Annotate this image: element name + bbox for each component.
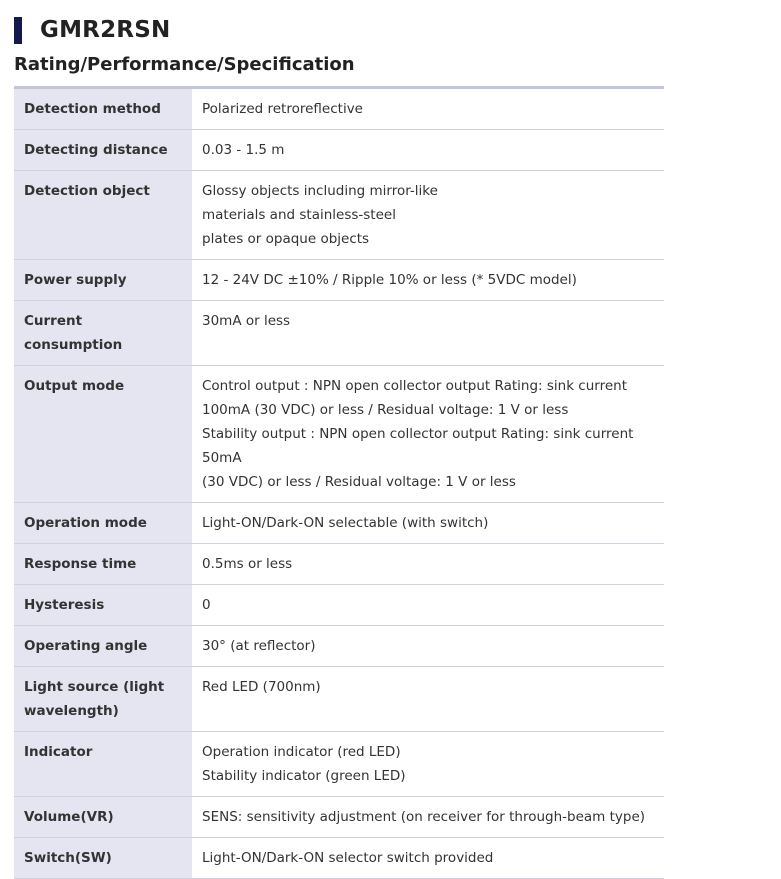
spec-row: [14, 732, 664, 797]
spec-label: Switch(SW): [14, 838, 192, 879]
spec-value-line: Stability output : NPN open collector output Rating: sink current 50mA: [202, 426, 634, 466]
spec-label: Detection method: [14, 88, 192, 130]
spec-row: [14, 544, 664, 585]
spec-label: Detecting distance: [14, 130, 192, 171]
spec-label: Indicator: [14, 732, 192, 797]
spec-value: [192, 585, 664, 626]
spec-value-line: 30mA or less: [202, 313, 291, 329]
spec-value: [192, 260, 664, 301]
page-header: [14, 16, 170, 44]
spec-value-line: 0.03 - 1.5 m: [202, 142, 285, 158]
spec-label: Volume(VR): [14, 797, 192, 838]
spec-value: [192, 797, 664, 838]
spec-row: [14, 88, 664, 130]
spec-row: [14, 301, 664, 366]
spec-value-line: Control output : NPN open collector output Rating: sink current: [202, 378, 627, 394]
spec-value: [192, 366, 664, 503]
spec-row: [14, 838, 664, 879]
spec-value: [192, 301, 664, 366]
spec-row: [14, 171, 664, 260]
section-title: Rating/Performance/Specification: [14, 54, 355, 75]
page-title: GMR2RSN: [40, 17, 171, 43]
spec-value-line: SENS: sensitivity adjustment (on receiver for through-beam type): [202, 809, 646, 825]
spec-value-line: Red LED (700nm): [202, 679, 321, 695]
spec-label: Light source (light wavelength): [14, 667, 192, 732]
spec-value-line: Light-ON/Dark-ON selector switch provided: [202, 850, 494, 866]
spec-row: [14, 797, 664, 838]
spec-row: [14, 585, 664, 626]
spec-label: Detection object: [14, 171, 192, 260]
spec-row: [14, 366, 664, 503]
spec-value: [192, 838, 664, 879]
spec-value: [192, 171, 664, 260]
spec-label: Output mode: [14, 366, 192, 503]
spec-value-line: 100mA (30 VDC) or less / Residual voltage: 1 V or less: [202, 402, 569, 418]
title-accent-bar: [14, 17, 22, 44]
spec-label: Current consumption: [14, 301, 192, 366]
spec-label: Hysteresis: [14, 585, 192, 626]
spec-value-line: materials and stainless-steel: [202, 207, 396, 223]
spec-row: [14, 503, 664, 544]
spec-value: [192, 667, 664, 732]
spec-table-body: [14, 88, 664, 879]
spec-table: [14, 86, 664, 879]
spec-value-line: Light-ON/Dark-ON selectable (with switch): [202, 515, 489, 531]
spec-value-line: 0: [202, 597, 211, 613]
spec-value: [192, 88, 664, 130]
spec-value: [192, 130, 664, 171]
spec-value-line: Operation indicator (red LED): [202, 744, 401, 760]
spec-label: Response time: [14, 544, 192, 585]
spec-value: [192, 503, 664, 544]
spec-value-line: 0.5ms or less: [202, 556, 293, 572]
spec-value-line: (30 VDC) or less / Residual voltage: 1 V or less: [202, 474, 516, 490]
spec-value-line: 30° (at reflector): [202, 638, 316, 654]
spec-value: [192, 626, 664, 667]
spec-value-line: 12 - 24V DC ±10% / Ripple 10% or less (* 5VDC model): [202, 272, 577, 288]
spec-label: Operation mode: [14, 503, 192, 544]
spec-row: [14, 260, 664, 301]
spec-row: [14, 667, 664, 732]
spec-label: Power supply: [14, 260, 192, 301]
spec-row: [14, 130, 664, 171]
spec-value-line: Glossy objects including mirror-like: [202, 183, 438, 199]
spec-value-line: Polarized retroreflective: [202, 101, 363, 117]
spec-label: Operating angle: [14, 626, 192, 667]
spec-value: [192, 544, 664, 585]
spec-value-line: Stability indicator (green LED): [202, 768, 406, 784]
spec-value-line: plates or opaque objects: [202, 231, 370, 247]
spec-value: [192, 732, 664, 797]
spec-row: [14, 626, 664, 667]
